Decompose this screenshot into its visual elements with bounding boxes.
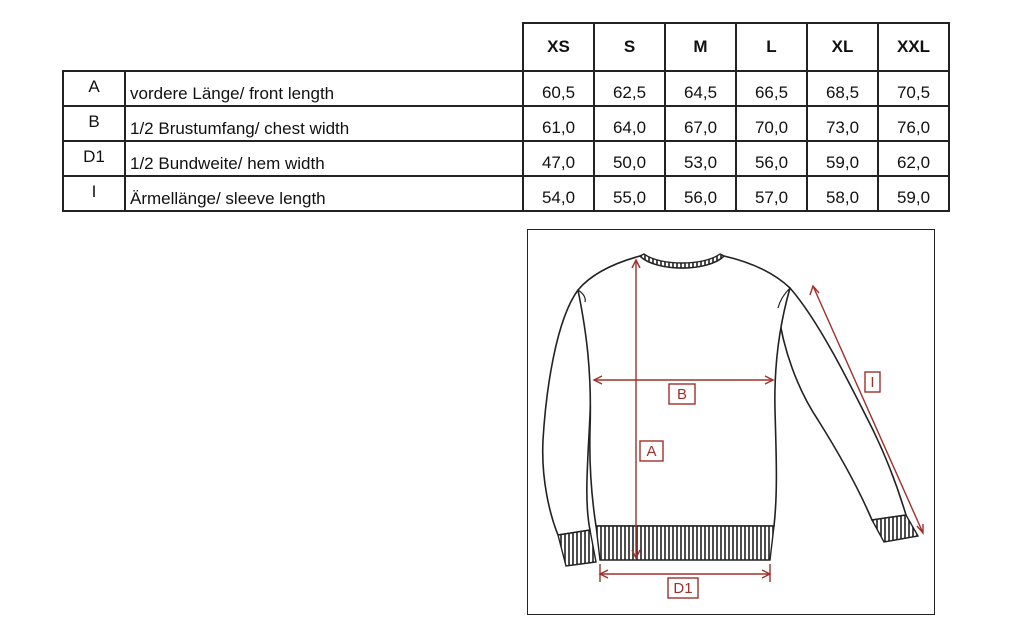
sweater-measurement-diagram: [527, 229, 935, 615]
hem-rib: [596, 526, 774, 560]
value-cell: 59,0: [807, 141, 878, 176]
value-cell: 54,0: [523, 176, 594, 211]
value-cell: 50,0: [594, 141, 665, 176]
value-cell: 60,5: [523, 71, 594, 106]
measure-code: A: [63, 71, 125, 106]
size-header-l: L: [736, 23, 807, 71]
value-cell: 55,0: [594, 176, 665, 211]
measure-label: 1/2 Bundweite/ hem width: [125, 141, 523, 176]
measure-code: I: [63, 176, 125, 211]
value-cell: 64,0: [594, 106, 665, 141]
size-header-row: [63, 23, 949, 71]
value-cell: 70,0: [736, 106, 807, 141]
size-header-m: M: [665, 23, 736, 71]
value-cell: 64,5: [665, 71, 736, 106]
size-chart-table: [62, 22, 950, 212]
table-row-sleeve-length: [63, 176, 949, 211]
right-cuff: [872, 515, 918, 542]
size-header-s: S: [594, 23, 665, 71]
measure-label: Ärmellänge/ sleeve length: [125, 176, 523, 211]
sleeve-label: I: [870, 374, 875, 391]
value-cell: 47,0: [523, 141, 594, 176]
length-label: A: [646, 443, 657, 460]
value-cell: 56,0: [665, 176, 736, 211]
value-cell: 57,0: [736, 176, 807, 211]
value-cell: 59,0: [878, 176, 949, 211]
value-cell: 73,0: [807, 106, 878, 141]
table-row-chest-width: [63, 106, 949, 141]
value-cell: 66,5: [736, 71, 807, 106]
blank-cell: [125, 23, 523, 71]
blank-cell: [63, 23, 125, 71]
value-cell: 61,0: [523, 106, 594, 141]
left-sleeve: [543, 290, 591, 535]
hem-label: D1: [673, 580, 693, 597]
value-cell: 70,5: [878, 71, 949, 106]
size-header-xl: XL: [807, 23, 878, 71]
value-cell: 68,5: [807, 71, 878, 106]
table-row-front-length: [63, 71, 949, 106]
table-row-hem-width: [63, 141, 949, 176]
value-cell: 53,0: [665, 141, 736, 176]
chest-label: B: [676, 386, 688, 403]
measure-label: vordere Länge/ front length: [125, 71, 523, 106]
measure-label: 1/2 Brustumfang/ chest width: [125, 106, 523, 141]
value-cell: 62,5: [594, 71, 665, 106]
value-cell: 62,0: [878, 141, 949, 176]
sweater-illustration: [528, 230, 936, 616]
left-cuff: [558, 530, 596, 566]
value-cell: 58,0: [807, 176, 878, 211]
value-cell: 56,0: [736, 141, 807, 176]
size-header-xs: XS: [523, 23, 594, 71]
right-sleeve: [778, 288, 906, 520]
value-cell: 76,0: [878, 106, 949, 141]
value-cell: 67,0: [665, 106, 736, 141]
size-header-xxl: XXL: [878, 23, 949, 71]
measure-code: D1: [63, 141, 125, 176]
measure-code: B: [63, 106, 125, 141]
sweater-outline: [543, 256, 906, 535]
